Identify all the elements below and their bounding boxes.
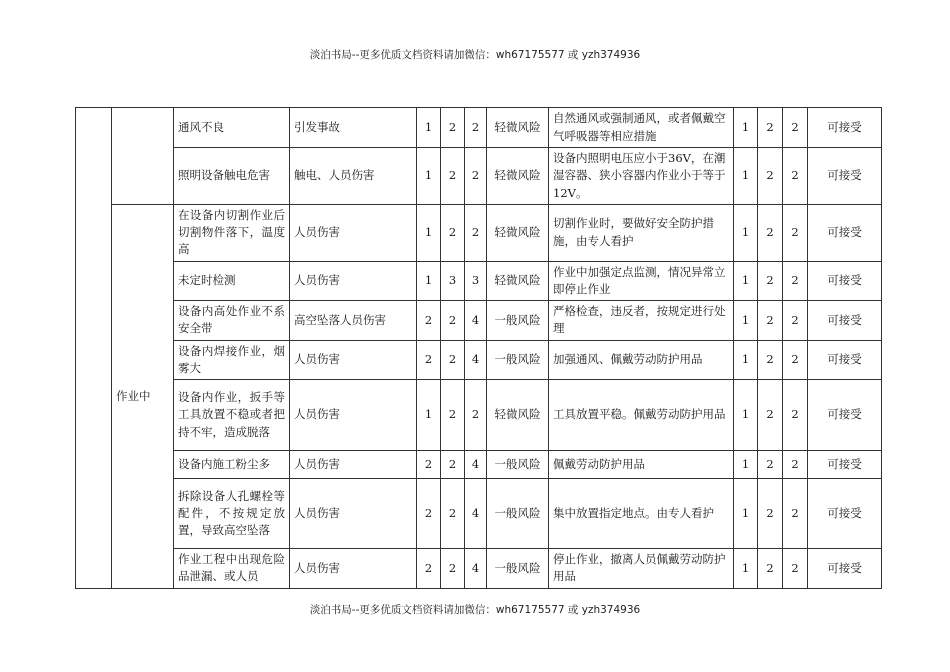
hazard-cell: 通风不良: [174, 108, 290, 148]
consequence-cell: 人员伤害: [290, 204, 417, 261]
table-row: [76, 380, 882, 451]
risk-value-cell: 4: [465, 549, 487, 589]
table-row: [76, 261, 882, 301]
residual-exposure-cell: 2: [758, 451, 783, 479]
risk-value-cell: 4: [465, 451, 487, 479]
residual-risk-cell: 2: [783, 108, 808, 148]
exposure-cell: 2: [441, 204, 465, 261]
residual-likelihood-cell: 1: [734, 261, 758, 301]
likelihood-cell: 2: [417, 340, 441, 380]
consequence-cell: 人员伤害: [290, 451, 417, 479]
residual-risk-cell: 2: [783, 549, 808, 589]
hazard-cell: 拆除设备人孔螺栓等配件，不按规定放置，导致高空坠落: [174, 479, 290, 549]
exposure-cell: 2: [441, 479, 465, 549]
residual-exposure-cell: 2: [758, 108, 783, 148]
risk-value-cell: 4: [465, 340, 487, 380]
residual-likelihood-cell: 1: [734, 451, 758, 479]
consequence-cell: 人员伤害: [290, 261, 417, 301]
risk-level-cell: 轻微风险: [487, 261, 549, 301]
acceptability-cell: 可接受: [808, 451, 882, 479]
control-measure-cell: 停止作业，撤离人员佩戴劳动防护用品: [549, 549, 734, 589]
table-row: [76, 301, 882, 341]
risk-level-cell: 一般风险: [487, 301, 549, 341]
table-row: [76, 479, 882, 549]
hazard-cell: 设备内焊接作业，烟雾大: [174, 340, 290, 380]
hazard-cell: 照明设备触电危害: [174, 148, 290, 205]
hazard-cell: 设备内施工粉尘多: [174, 451, 290, 479]
risk-value-cell: 2: [465, 108, 487, 148]
hazard-cell: 作业工程中出现危险品泄漏、或人员: [174, 549, 290, 589]
acceptability-cell: 可接受: [808, 340, 882, 380]
residual-likelihood-cell: 1: [734, 340, 758, 380]
likelihood-cell: 1: [417, 204, 441, 261]
page-footer: 淡泊书局--更多优质文档资料请加微信：wh67175577 或 yzh374936: [309, 604, 641, 616]
control-measure-cell: 严格检查，违反者，按规定进行处理: [549, 301, 734, 341]
acceptability-cell: 可接受: [808, 549, 882, 589]
risk-level-cell: 轻微风险: [487, 148, 549, 205]
residual-likelihood-cell: 1: [734, 148, 758, 205]
risk-value-cell: 2: [465, 380, 487, 451]
exposure-cell: 2: [441, 148, 465, 205]
hazard-cell: 设备内作业，扳手等工具放置不稳或者把持不牢，造成脱落: [174, 380, 290, 451]
exposure-cell: 2: [441, 451, 465, 479]
consequence-cell: 人员伤害: [290, 549, 417, 589]
page-header: 淡泊书局--更多优质文档资料请加微信：wh67175577 或 yzh374936: [309, 49, 641, 61]
risk-assessment-table: [75, 107, 882, 589]
residual-risk-cell: 2: [783, 301, 808, 341]
residual-likelihood-cell: 1: [734, 549, 758, 589]
exposure-cell: 2: [441, 340, 465, 380]
consequence-cell: 人员伤害: [290, 380, 417, 451]
exposure-cell: 2: [441, 549, 465, 589]
residual-likelihood-cell: 1: [734, 108, 758, 148]
likelihood-cell: 2: [417, 479, 441, 549]
consequence-cell: 高空坠落人员伤害: [290, 301, 417, 341]
consequence-cell: 引发事故: [290, 108, 417, 148]
control-measure-cell: 集中放置指定地点。由专人看护: [549, 479, 734, 549]
table-row: [76, 549, 882, 589]
blank-cell: [112, 108, 174, 205]
table-row: [76, 451, 882, 479]
residual-likelihood-cell: 1: [734, 479, 758, 549]
hazard-cell: 设备内高处作业不系安全带: [174, 301, 290, 341]
residual-risk-cell: 2: [783, 451, 808, 479]
table-row: [76, 108, 882, 148]
table-row: [76, 340, 882, 380]
table-row: [76, 148, 882, 205]
acceptability-cell: 可接受: [808, 380, 882, 451]
residual-risk-cell: 2: [783, 204, 808, 261]
residual-exposure-cell: 2: [758, 340, 783, 380]
hazard-cell: 在设备内切割作业后切割物件落下，温度高: [174, 204, 290, 261]
likelihood-cell: 1: [417, 148, 441, 205]
residual-exposure-cell: 2: [758, 261, 783, 301]
control-measure-cell: 工具放置平稳。佩戴劳动防护用品: [549, 380, 734, 451]
residual-likelihood-cell: 1: [734, 301, 758, 341]
residual-risk-cell: 2: [783, 380, 808, 451]
risk-level-cell: 轻微风险: [487, 204, 549, 261]
consequence-cell: 人员伤害: [290, 479, 417, 549]
residual-likelihood-cell: 1: [734, 380, 758, 451]
control-measure-cell: 切割作业时，要做好安全防护措施，由专人看护: [549, 204, 734, 261]
control-measure-cell: 自然通风或强制通风，或者佩戴空气呼吸器等相应措施: [549, 108, 734, 148]
acceptability-cell: 可接受: [808, 479, 882, 549]
hazard-cell: 未定时检测: [174, 261, 290, 301]
residual-exposure-cell: 2: [758, 380, 783, 451]
residual-risk-cell: 2: [783, 340, 808, 380]
consequence-cell: 人员伤害: [290, 340, 417, 380]
risk-value-cell: 2: [465, 148, 487, 205]
exposure-cell: 2: [441, 380, 465, 451]
acceptability-cell: 可接受: [808, 108, 882, 148]
residual-risk-cell: 2: [783, 479, 808, 549]
risk-level-cell: 轻微风险: [487, 108, 549, 148]
residual-exposure-cell: 2: [758, 301, 783, 341]
blank-cell: [76, 108, 112, 589]
exposure-cell: 2: [441, 301, 465, 341]
control-measure-cell: 作业中加强定点监测，情况异常立即停止作业: [549, 261, 734, 301]
risk-value-cell: 4: [465, 301, 487, 341]
likelihood-cell: 2: [417, 549, 441, 589]
acceptability-cell: 可接受: [808, 204, 882, 261]
risk-value-cell: 3: [465, 261, 487, 301]
stage-cell: 作业中: [112, 204, 174, 588]
exposure-cell: 3: [441, 261, 465, 301]
control-measure-cell: 佩戴劳动防护用品: [549, 451, 734, 479]
residual-exposure-cell: 2: [758, 549, 783, 589]
likelihood-cell: 2: [417, 301, 441, 341]
residual-exposure-cell: 2: [758, 479, 783, 549]
acceptability-cell: 可接受: [808, 261, 882, 301]
risk-level-cell: 一般风险: [487, 340, 549, 380]
residual-exposure-cell: 2: [758, 204, 783, 261]
residual-risk-cell: 2: [783, 148, 808, 205]
likelihood-cell: 1: [417, 261, 441, 301]
likelihood-cell: 1: [417, 108, 441, 148]
consequence-cell: 触电、人员伤害: [290, 148, 417, 205]
control-measure-cell: 加强通风、佩戴劳动防护用品: [549, 340, 734, 380]
table-row: [76, 204, 882, 261]
exposure-cell: 2: [441, 108, 465, 148]
residual-exposure-cell: 2: [758, 148, 783, 205]
likelihood-cell: 2: [417, 451, 441, 479]
table-body: [76, 108, 882, 589]
risk-level-cell: 轻微风险: [487, 380, 549, 451]
likelihood-cell: 1: [417, 380, 441, 451]
risk-level-cell: 一般风险: [487, 549, 549, 589]
residual-risk-cell: 2: [783, 261, 808, 301]
risk-level-cell: 一般风险: [487, 451, 549, 479]
risk-level-cell: 一般风险: [487, 479, 549, 549]
acceptability-cell: 可接受: [808, 301, 882, 341]
acceptability-cell: 可接受: [808, 148, 882, 205]
risk-value-cell: 2: [465, 204, 487, 261]
risk-value-cell: 4: [465, 479, 487, 549]
residual-likelihood-cell: 1: [734, 204, 758, 261]
control-measure-cell: 设备内照明电压应小于36V，在潮湿容器、狭小容器内作业小于等于12V。: [549, 148, 734, 205]
